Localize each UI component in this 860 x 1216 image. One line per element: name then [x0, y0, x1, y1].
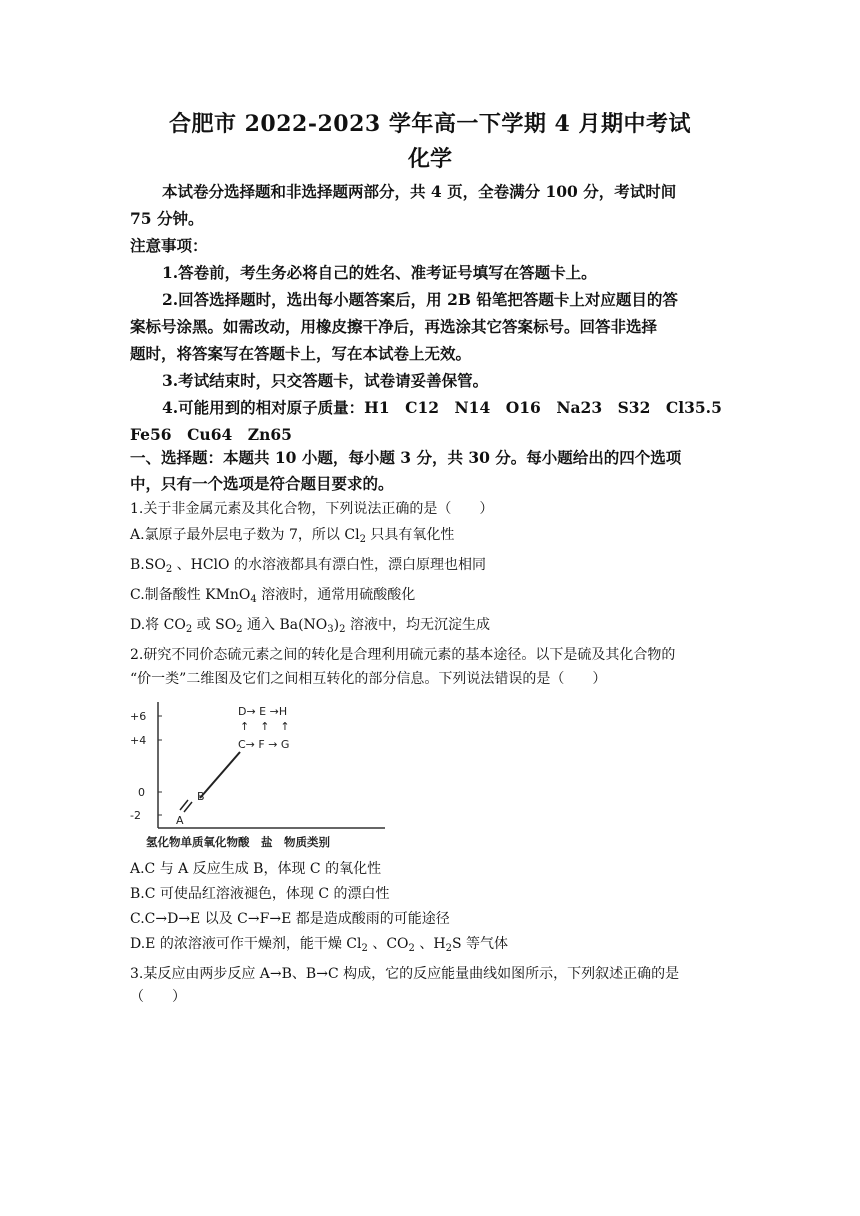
- diagram-top-row: D→ E →H: [238, 705, 288, 718]
- q2-stem-line-1: 2.研究不同价态硫元素之间的转化是合理利用硫元素的基本途径。以下是硫及其化合物的: [130, 647, 676, 663]
- q1-stem: 1.关于非金属元素及其化合物，下列说法正确的是（ ）: [130, 501, 494, 517]
- note-2-line-1: 2.回答选择题时，选出每小题答案后，用 2B 铅笔把答题卡上对应题目的答: [162, 290, 678, 309]
- q1-option-a: A.氯原子最外层电子数为 7，所以 $Cl_2$ 只具有氧化性: [130, 527, 455, 545]
- q3-stem-line-1: 3.某反应由两步反应 A→B、B→C 构成，它的反应能量曲线如图所示，下列叙述正确的是: [130, 966, 680, 982]
- note-2-line-2: 案标号涂黑。如需改动，用橡皮擦干净后，再选涂其它答案标号。回答非选择: [130, 317, 658, 336]
- notes-label: 注意事项：: [130, 236, 208, 255]
- exam-subject: 化学: [407, 146, 452, 172]
- q1-option-c: C.制备酸性 KMnO$_4$ 溶液时，通常用硫酸酸化: [130, 587, 416, 605]
- y-tick-plus4: +4: [130, 734, 147, 747]
- q2-option-c: C.C→D→E 以及 C→F→E 都是造成酸雨的可能途径: [130, 911, 450, 927]
- q1-option-d: D.将 $CO_2$ 或 $SO_2$ 通入 $Ba(NO_3)_2$ 溶液中，均无沉淀生成: [130, 617, 490, 635]
- valence-class-diagram: [130, 698, 390, 858]
- intro-line-2: 75 分钟。: [130, 209, 204, 228]
- y-tick-plus6: +6: [130, 710, 147, 723]
- q3-stem-line-2: （ ）: [130, 989, 186, 1005]
- section-1-heading-line-2: 中，只有一个选项是符合题目要求的。: [130, 474, 394, 493]
- section-1-heading-line-1: 一、选择题：本题共 10 小题，每小题 3 分，共 30 分。每小题给出的四个选项: [130, 448, 682, 467]
- y-tick-minus2: -2: [130, 809, 141, 822]
- note-3: 3.考试结束时，只交答题卡，试卷请妥善保管。: [162, 371, 489, 390]
- note-4-line-2: Fe56 Cu64 Zn65: [130, 425, 292, 444]
- diagram-mid-row: C→ F → G: [238, 738, 290, 751]
- intro-line-1: 本试卷分选择题和非选择题两部分，共 4 页，全卷满分 100 分，考试时间: [162, 182, 677, 201]
- note-1: 1.答卷前，考生务必将自己的姓名、准考证号填写在答题卡上。: [162, 263, 597, 282]
- q2-option-b: B.C 可使品红溶液褪色，体现 C 的漂白性: [130, 886, 390, 902]
- diagram-up-arrows: ↑ ↑ ↑: [240, 720, 290, 733]
- q2-stem-line-2: “价一类”二维图及它们之间相互转化的部分信息。下列说法错误的是（ ）: [130, 671, 607, 687]
- q2-option-a: A.C 与 A 反应生成 B，体现 C 的氧化性: [130, 861, 382, 877]
- diagram-point-b: B: [197, 790, 205, 803]
- y-tick-zero: 0: [138, 786, 145, 799]
- diagram-x-label: 氢化物单质氧化物酸 盐 物质类别: [146, 835, 330, 849]
- exam-title: 合肥市 2022-2023 学年高一下学期 4 月期中考试: [168, 111, 692, 137]
- diagram-point-a: A: [176, 814, 184, 827]
- q1-option-b: $B.SO_2$ 、HClO 的水溶液都具有漂白性，漂白原理也相同: [130, 557, 486, 575]
- note-4-line-1: 4.可能用到的相对原子质量：H1 C12 N14 O16 Na23 S32 Cl35.5: [162, 398, 722, 417]
- note-2-line-3: 题时，将答案写在答题卡上，写在本试卷上无效。: [130, 344, 472, 363]
- q2-option-d: D.E 的浓溶液可作干燥剂，能干燥 $Cl_2$ 、$CO_2$ 、$H_2S$ 等气体: [130, 936, 508, 954]
